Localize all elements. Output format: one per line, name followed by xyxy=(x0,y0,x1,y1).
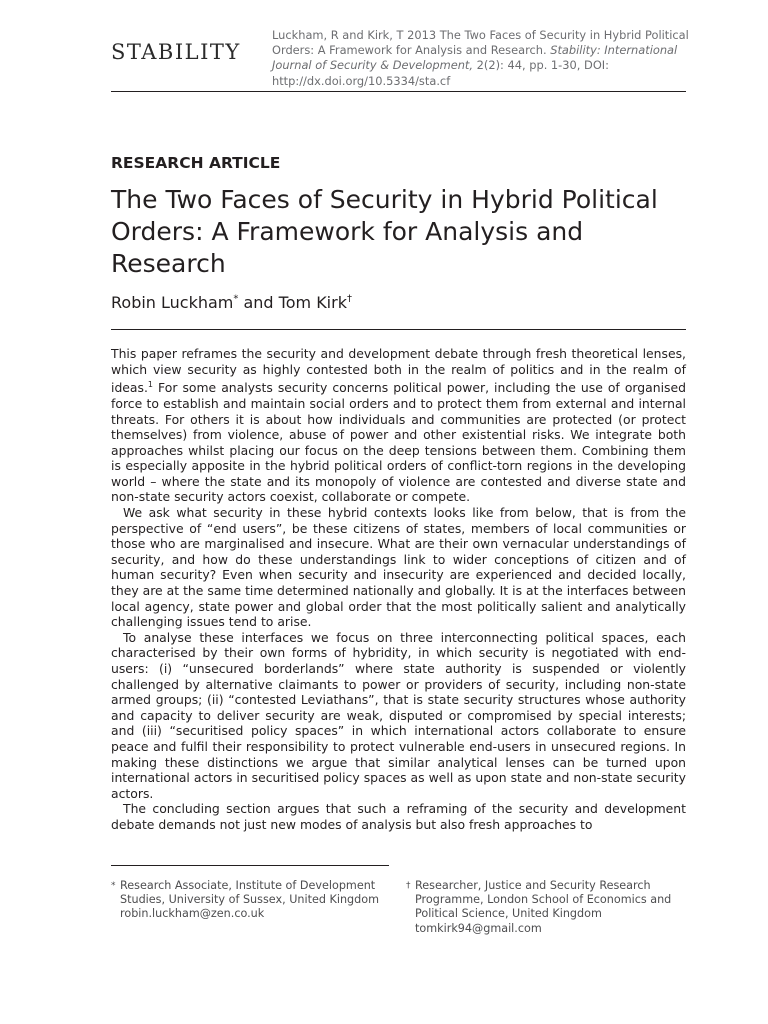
article-title: The Two Faces of Security in Hybrid Political Orders: A Framework for Analysis and Research xyxy=(111,185,658,278)
article-type-label: RESEARCH ARTICLE xyxy=(111,154,281,172)
footnote-line: Research Associate, Institute of Development xyxy=(120,879,376,892)
author-footnote-mark: * xyxy=(233,293,239,305)
abstract-text: This paper reframes the security and development debate through fresh theoretical lenses, which view security as highly contested both in the realm of politics and in the realm of ideas. xyxy=(111,346,686,396)
citation-journal: Stability: International Journal of Security & Development, xyxy=(272,43,678,73)
citation xyxy=(272,28,692,89)
abstract-rule xyxy=(111,329,686,330)
abstract-paragraph: We ask what security in these hybrid contexts looks like from below, that is from the perspective of “end users”, be these citizens of states, members of local communities or those who are marginalised and insecure. What are their own vernacular understandings of security, and how do these understandings link to wider conceptions of citizen and of human security? Even when security and insecurity are experienced and decided locally, they are at the same time determined nationally and globally. It is at the interfaces between local agency, state power and global order that the most politically salient and analytically challenging issues tend to arise. xyxy=(111,505,686,630)
footnote-line: Studies, University of Sussex, United Kingdom xyxy=(120,893,380,907)
footnote-author-1 xyxy=(111,879,396,922)
abstract-paragraph: The concluding section argues that such a reframing of the security and development debate demands not just new modes of analysis but also fresh approaches to xyxy=(111,801,686,832)
citation-doi[interactable]: DOI: http://dx.doi.org/10.5334/sta.cf xyxy=(272,58,609,88)
header-rule xyxy=(111,91,686,92)
author-footnote-mark: † xyxy=(346,293,352,305)
abstract-paragraph xyxy=(111,346,686,505)
footnote-email[interactable]: robin.luckham@zen.co.uk xyxy=(120,907,265,921)
footnote-line: Political Science, United Kingdom xyxy=(415,907,602,921)
citation-volume: 2(2): 44, pp. 1-30, xyxy=(476,58,581,73)
abstract-text: For some analysts security concerns political power, including the use of organised force to establish and maintain social orders and to protect them from external and internal threats. For others it is about how individuals and communities are protected (or protect themselves) from violence, abuse of power and other existential risks. We integrate both approaches whilst placing our focus on the deep tensions between them. Combining them is especially apposite in the hybrid political orders of conflict-torn regions in the developing world – where the state and its monopoly of violence are contested and diverse state and non-state security actors coexist, collaborate or compete. xyxy=(111,380,686,505)
journal-logo: STABILITY xyxy=(111,40,241,64)
abstract-paragraph: To analyse these interfaces we focus on three interconnecting political spaces, each characterised by their own forms of hybridity, in which security is negotiated with end-users: (i) “unsecured borderlands” where state authority is suspended or violently challenged by alternative claimants to power or providers of security, including non-state armed groups; (ii) “contested Leviathans”, that is state security structures whose authority and capacity to deliver security are weak, disputed or compromised by special interests; and (iii) “securitised policy spaces” in which international actors collaborate to ensure peace and fulfil their responsibility to protect vulnerable end-users in unsecured regions. In making these distinctions we argue that similar analytical lenses can be turned upon international actors in securitised policy spaces as well as upon state and non-state security actors. xyxy=(111,629,686,801)
footnote-line: Researcher, Justice and Security Research xyxy=(415,879,651,892)
footnote-mark: * xyxy=(111,881,116,891)
author-line xyxy=(111,293,352,312)
abstract xyxy=(111,346,686,833)
author-name: Tom Kirk xyxy=(278,293,347,312)
footnote-email[interactable]: tomkirk94@gmail.com xyxy=(415,921,542,935)
footnote-mark: † xyxy=(406,881,411,891)
footnote-author-2 xyxy=(406,879,696,936)
footnote-rule xyxy=(111,865,389,866)
footnote-reference[interactable]: 1 xyxy=(147,380,154,390)
author-name: Robin Luckham xyxy=(111,293,234,312)
footnote-line: Programme, London School of Economics and xyxy=(415,893,672,907)
author-separator: and xyxy=(238,293,279,312)
citation-text: Luckham, R and Kirk, T 2013 The Two Faces of Security in Hybrid Political Orders: A Framework for Analysis and Research. xyxy=(272,28,689,58)
